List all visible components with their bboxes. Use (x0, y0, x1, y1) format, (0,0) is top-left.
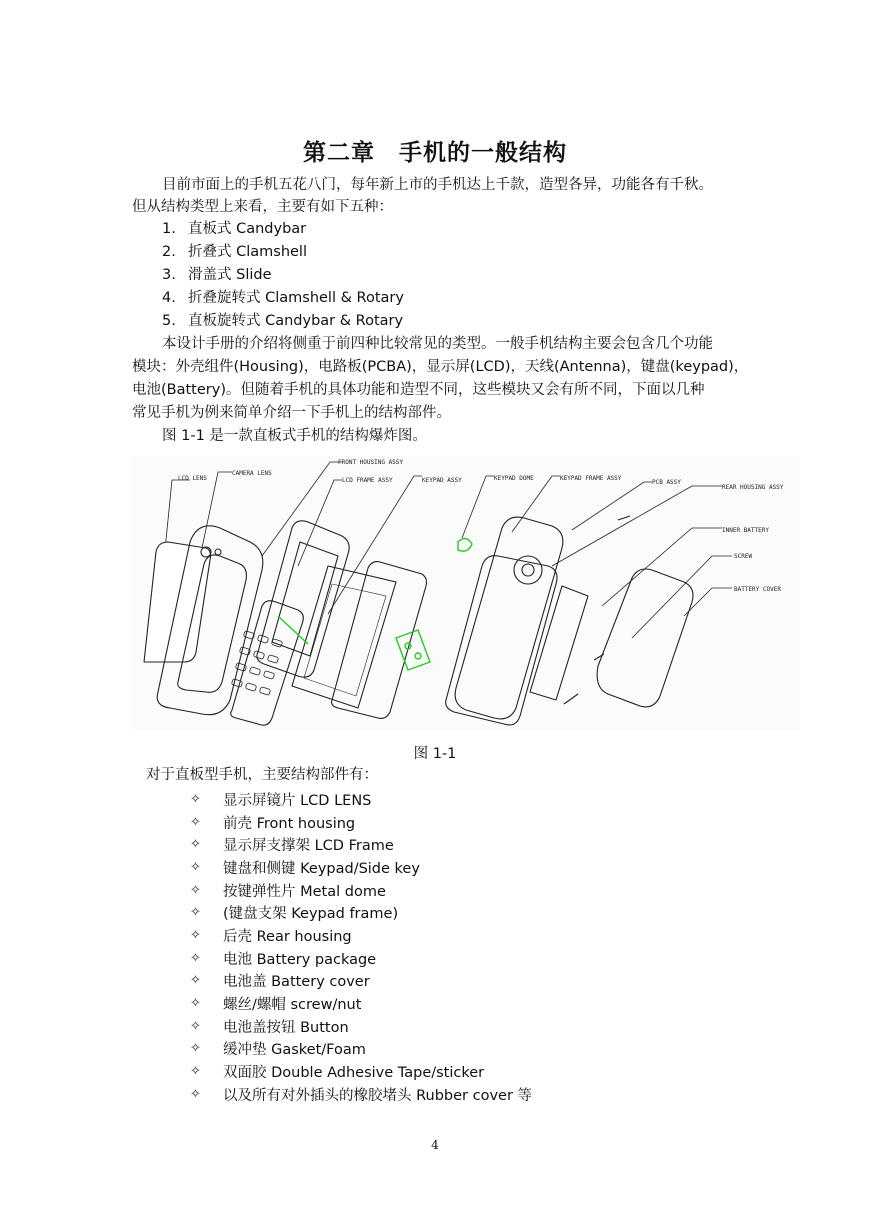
label-keypad-dome: KEYPAD DOME (494, 475, 534, 482)
list-item-text: 缓冲垫 Gasket/Foam (223, 1042, 366, 1059)
type-item (162, 288, 404, 308)
list-item (190, 1038, 532, 1061)
list-item (190, 788, 532, 811)
list-item-text: 以及所有对外插头的橡胶堵头 Rubber cover 等 (223, 1087, 533, 1104)
list-item-text: 电池盖按钮 Button (223, 1019, 349, 1036)
page-number: 4 (431, 1138, 439, 1152)
para2-line-4: 常见手机为例来简单介绍一下手机上的结构部件。 (132, 405, 451, 421)
list-item (190, 879, 532, 902)
bullet-icon: ✧ (190, 1041, 201, 1057)
type-number: 4. (162, 290, 176, 306)
type-text: 直板式 Candybar (188, 221, 307, 237)
para2-line-2: 模块：外壳组件(Housing)，电路板(PCBA)，显示屏(LCD)，天线(Antenna)，键盘(keypad)， (132, 359, 749, 375)
type-number: 1. (162, 221, 176, 237)
label-keypad-frame: KEYPAD FRAME ASSY (560, 475, 622, 482)
list-item (190, 970, 532, 993)
list-item-text: (键盘支架 Keypad frame) (223, 906, 399, 923)
list-item (190, 947, 532, 970)
label-inner-battery: INNER BATTERY (722, 527, 769, 534)
type-item (162, 219, 306, 239)
bullet-icon: ✧ (190, 859, 201, 875)
bullet-icon: ✧ (190, 1086, 201, 1102)
bullet-icon: ✧ (190, 950, 201, 966)
label-camera-lens: CAMERA LENS (232, 470, 272, 477)
bullet-icon: ✧ (190, 882, 201, 898)
label-lcd-lens: LCD LENS (178, 475, 207, 482)
bullet-icon: ✧ (190, 1018, 201, 1034)
intro-line-2: 但从结构类型上来看，主要有如下五种： (132, 199, 393, 215)
bullet-icon: ✧ (190, 996, 201, 1012)
list-item (190, 856, 532, 879)
label-battery-cover: BATTERY COVER (734, 586, 781, 593)
list-item-text: 电池盖 Battery cover (223, 974, 370, 991)
type-text: 折叠式 Clamshell (188, 244, 307, 260)
label-keypad: KEYPAD ASSY (422, 477, 462, 484)
list-item (190, 811, 532, 834)
label-screw: SCREW (734, 553, 753, 560)
bullet-icon: ✧ (190, 791, 201, 807)
parts-list (190, 788, 532, 1106)
list-item-text: 后壳 Rear housing (223, 928, 352, 945)
type-item (162, 265, 272, 285)
type-text: 滑盖式 Slide (188, 267, 272, 283)
exploded-view-diagram (132, 456, 800, 730)
bullet-icon: ✧ (190, 973, 201, 989)
label-pcb: PCB ASSY (652, 479, 681, 486)
type-text: 直板旋转式 Candybar & Rotary (188, 313, 404, 329)
list-item-text: 显示屏支撑架 LCD Frame (223, 838, 394, 855)
list-item (190, 1060, 532, 1083)
label-front-housing: FRONT HOUSING ASSY (338, 459, 404, 466)
label-lcd-frame: LCD FRAME ASSY (342, 477, 393, 484)
type-number: 3. (162, 267, 176, 283)
bullet-icon: ✧ (190, 927, 201, 943)
list-item (190, 924, 532, 947)
list-item-text: 前壳 Front housing (223, 815, 356, 832)
intro-line-1: 目前市面上的手机五花八门，每年新上市的手机达上千款，造型各异，功能各有千秋。 (162, 177, 713, 193)
bullet-icon: ✧ (190, 837, 201, 853)
type-item (162, 311, 403, 331)
figure-intro: 图 1-1 是一款直板式手机的结构爆炸图。 (162, 428, 427, 444)
parts-intro: 对于直板型手机，主要结构部件有： (146, 767, 378, 783)
type-item (162, 242, 307, 262)
list-item-text: 按键弹性片 Metal dome (223, 883, 386, 900)
list-item (190, 1015, 532, 1038)
bullet-icon: ✧ (190, 814, 201, 830)
list-item-text: 螺丝/螺帽 screw/nut (223, 997, 362, 1014)
bullet-icon: ✧ (190, 905, 201, 921)
list-item (190, 992, 532, 1015)
chapter-title: 第二章 手机的一般结构 (303, 140, 567, 166)
list-item (190, 833, 532, 856)
list-item-text: 电池 Battery package (223, 951, 377, 968)
list-item-text: 显示屏镜片 LCD LENS (223, 792, 372, 809)
list-item-text: 键盘和侧键 Keypad/Side key (223, 860, 420, 877)
list-item (190, 901, 532, 924)
type-number: 5. (162, 313, 176, 329)
bullet-icon: ✧ (190, 1064, 201, 1080)
figure-caption: 图 1-1 (413, 746, 457, 762)
type-number: 2. (162, 244, 176, 260)
label-rear-housing: REAR HOUSING ASSY (722, 484, 784, 491)
para2-line-1: 本设计手册的介绍将侧重于前四种比较常见的类型。一般手机结构主要会包含几个功能 (162, 336, 713, 352)
para2-line-3: 电池(Battery)。但随着手机的具体功能和造型不同，这些模块又会有所不同，下面以几种 (132, 382, 705, 398)
type-text: 折叠旋转式 Clamshell & Rotary (188, 290, 404, 306)
list-item (190, 1083, 532, 1106)
list-item-text: 双面胶 Double Adhesive Tape/sticker (223, 1065, 485, 1082)
